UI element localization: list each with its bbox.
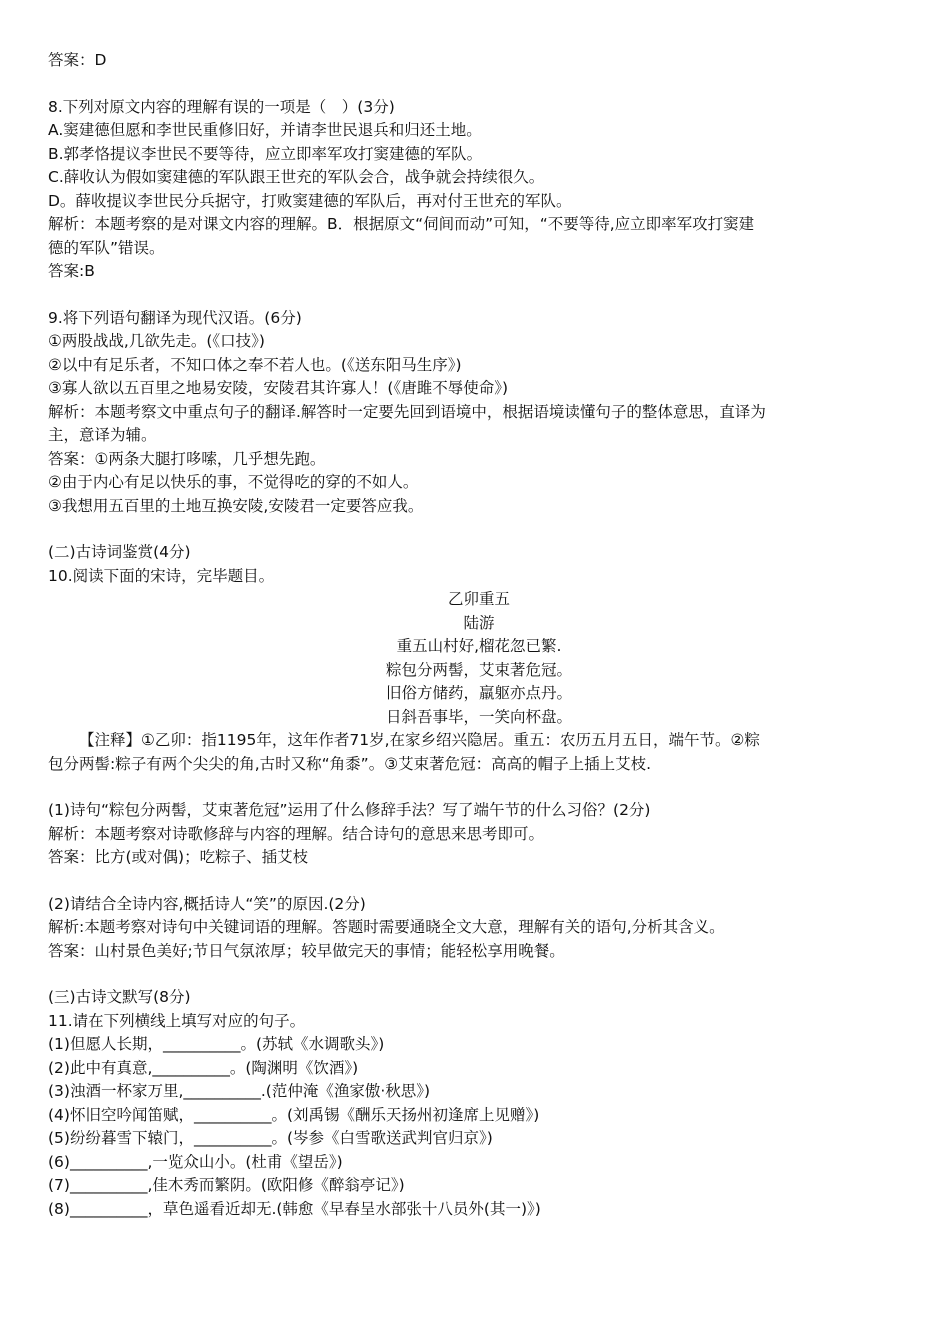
q8-stem: 8.下列对原文内容的理解有误的一项是（ ）(3分) bbox=[48, 97, 395, 116]
q11-item-1: (1)但愿人长期，__________。(苏轼《水调歌头》) bbox=[48, 1035, 385, 1053]
q9-item-2: ②以中有足乐者，不知口体之奉不若人也。(《送东阳马生序》) bbox=[48, 355, 462, 374]
q8-analysis-line-2: 德的军队”错误。 bbox=[48, 238, 165, 257]
q7-answer: 答案：D bbox=[48, 51, 107, 69]
q11-item-3: (3)浊酒一杯家万里,__________.(范仲淹《渔家傲·秋思》) bbox=[48, 1082, 431, 1100]
spacer bbox=[48, 776, 910, 799]
q11-item-4: (4)怀旧空吟闻笛赋，__________。(刘禹锡《酬乐天扬州初逢席上见赠》) bbox=[48, 1105, 540, 1124]
poem-line-2: 粽包分两髻，艾束著危冠。 bbox=[385, 660, 572, 679]
q11-stem: 11.请在下列横线上填写对应的句子。 bbox=[48, 1011, 306, 1030]
poem-line-3: 旧俗方储药，羸躯亦点丹。 bbox=[385, 684, 572, 702]
spacer bbox=[48, 870, 910, 893]
q11-item-8: (8)__________，草色遥看近却无.(韩愈《早春呈水部张十八员外(其一)》) bbox=[48, 1199, 541, 1218]
q10-sub2-answer: 答案：山村景色美好;节日气氛浓厚；较早做完天的事情；能轻松享用晚餐。 bbox=[48, 941, 565, 960]
spacer bbox=[48, 518, 910, 541]
q9-analysis-line-2: 主，意译为辅。 bbox=[48, 426, 157, 444]
q10-sub1-stem: (1)诗句“粽包分两髻，艾束著危冠”运用了什么修辞手法？写了端午节的什么习俗？(2分) bbox=[48, 801, 651, 819]
spacer bbox=[48, 73, 910, 96]
q9-answer-3: ③我想用五百里的土地互换安陵,安陵君一定要答应我。 bbox=[48, 496, 424, 515]
spacer bbox=[48, 284, 910, 307]
q9-answer-1: 答案：①两条大腿打哆嗦，几乎想先跑。 bbox=[48, 449, 326, 468]
document-page bbox=[48, 49, 910, 1221]
section-2-title: (二)古诗词鉴赏(4分) bbox=[48, 543, 191, 561]
q10-sub2-analysis: 解析:本题考察对诗句中关键词语的理解。答题时需要通晓全文大意，理解有关的语句,分析其含义。 bbox=[48, 918, 725, 936]
q11-item-6: (6)__________,一览众山小。(杜甫《望岳》) bbox=[48, 1152, 343, 1171]
q8-option-c: C.薛收认为假如窦建德的军队跟王世充的军队会合，战争就会持续很久。 bbox=[48, 168, 545, 186]
q8-option-d: D。薛收提议李世民分兵据守，打败窦建德的军队后，再对付王世充的军队。 bbox=[48, 191, 572, 210]
q9-analysis-line-1: 解析：本题考察文中重点句子的翻译.解答时一定要先回到语境中，根据语境读懂句子的整体意思，直译为 bbox=[48, 402, 766, 421]
q9-answer-2: ②由于内心有足以快乐的事，不觉得吃的穿的不如人。 bbox=[48, 473, 419, 491]
poem-note-line-2: 包分两髻:粽子有两个尖尖的角,古时又称“角黍”。③艾束著危冠：高高的帽子上插上艾枝. bbox=[48, 754, 652, 773]
q8-answer: 答案:B bbox=[48, 262, 95, 280]
q8-option-a: A.窦建德但愿和李世民重修旧好，并请李世民退兵和归还土地。 bbox=[48, 121, 482, 139]
q8-option-b: B.郭孝恪提议李世民不要等待，应立即率军攻打窦建德的军队。 bbox=[48, 144, 483, 163]
q9-stem: 9.将下列语句翻译为现代汉语。(6分) bbox=[48, 308, 302, 327]
poem-note-line-1: 【注释】①乙卯：指1195年，这年作者71岁,在家乡绍兴隐居。重五：农历五月五日，端午节。②粽 bbox=[79, 731, 760, 749]
q9-item-3: ③寡人欲以五百里之地易安陵，安陵君其许寡人！(《唐雎不辱使命》) bbox=[48, 379, 508, 397]
q10-sub1-analysis: 解析：本题考察对诗歌修辞与内容的理解。结合诗句的意思来思考即可。 bbox=[48, 824, 545, 843]
q9-item-1: ①两股战战,几欲先走。(《口技》) bbox=[48, 332, 265, 350]
q11-item-5: (5)纷纷暮雪下辕门，__________。(岑参《白雪歌送武判官归京》) bbox=[48, 1129, 493, 1147]
q10-sub1-answer: 答案：比方(或对偶)；吃粽子、插艾枝 bbox=[48, 848, 309, 866]
q10-stem: 10.阅读下面的宋诗，完毕题目。 bbox=[48, 566, 275, 585]
spacer bbox=[48, 963, 910, 986]
poem-title: 乙卯重五 bbox=[447, 590, 510, 608]
poem-author: 陆游 bbox=[463, 613, 495, 632]
q11-item-7: (7)__________,佳木秀而繁阴。(欧阳修《醉翁亭记》) bbox=[48, 1176, 405, 1194]
q11-item-2: (2)此中有真意,__________。(陶渊明《饮酒》) bbox=[48, 1058, 359, 1077]
poem-line-1: 重五山村好,榴花忽已繁. bbox=[396, 637, 562, 655]
poem-line-4: 日斜吾事毕，一笑向杯盘。 bbox=[385, 707, 572, 726]
q8-analysis-line-1: 解析：本题考察的是对课文内容的理解。B．根据原文“伺间而动”可知，“不要等待,应立即率军攻打窦建 bbox=[48, 215, 755, 233]
q10-sub2-stem: (2)请结合全诗内容,概括诗人“笑”的原因.(2分) bbox=[48, 894, 366, 913]
section-3-title: (三)古诗文默写(8分) bbox=[48, 988, 191, 1006]
